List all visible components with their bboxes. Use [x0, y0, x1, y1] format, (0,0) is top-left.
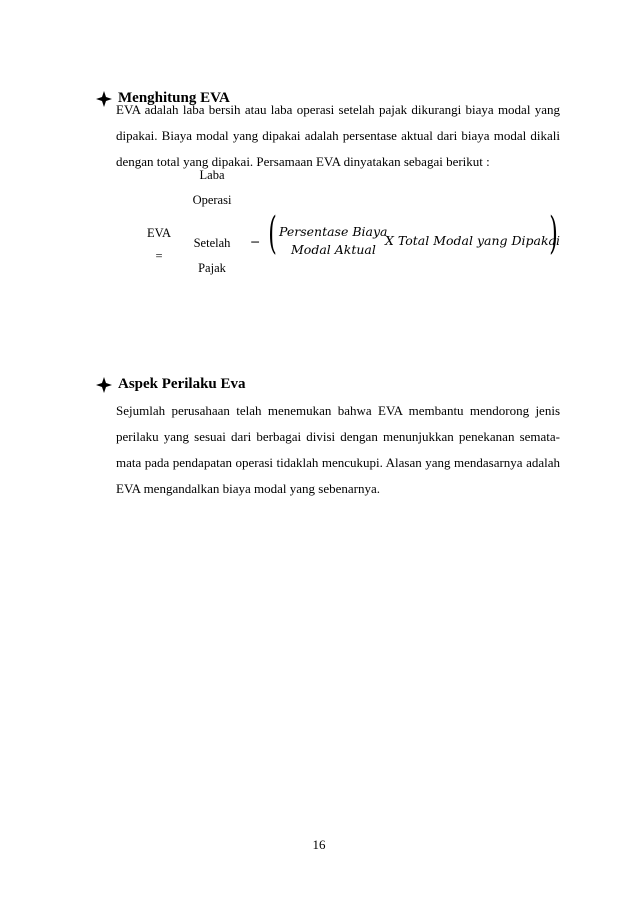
- eq-profit-word: Pajak: [198, 261, 226, 275]
- eq-equals-sign: =: [155, 249, 163, 263]
- paragraph-line: Sejumlah perusahaan telah menemukan bahwa EVA membantu mendorong jenis: [116, 403, 560, 418]
- diamond-bullet-icon: [96, 91, 112, 107]
- left-paren-icon: (: [268, 208, 277, 259]
- eq-profit-word: Setelah: [193, 236, 231, 250]
- heading-text: Menghitung EVA: [118, 90, 230, 106]
- paragraph-line: EVA adalah laba bersih atau laba operasi setelah pajak dikurangi biaya modal yang: [116, 102, 560, 117]
- paragraph-line: mata pada pendapatan operasi tidaklah mencukupi. Alasan yang mendasarnya adalah: [116, 455, 560, 470]
- paragraph-line: dipakai. Biaya modal yang dipakai adalah persentase aktual dari biaya modal dikali: [116, 128, 560, 143]
- paragraph-line: dengan total yang dipakai. Persamaan EVA dinyatakan sebagai berikut :: [116, 154, 490, 169]
- paragraph-line: EVA mengandalkan biaya modal yang sebenarnya.: [116, 481, 381, 496]
- paragraph-line: perilaku yang sesuai dari berbagai divisi dengan menunjukkan penekanan semata-: [116, 429, 560, 444]
- paragraph-menghitung-eva: [116, 97, 560, 175]
- diamond-bullet-icon: [96, 377, 112, 393]
- eq-profit-word: Operasi: [192, 193, 232, 207]
- section-heading-aspek-perilaku: [96, 376, 246, 393]
- paragraph-aspek-perilaku: [116, 398, 560, 502]
- eq-lhs-label: EVA: [146, 226, 172, 240]
- eq-fraction-denominator: Modal Aktual: [291, 242, 376, 257]
- eq-minus-sign: −: [250, 234, 261, 249]
- eq-fraction-numerator: Persentase Biaya: [279, 224, 388, 239]
- page-number: 16: [312, 837, 326, 852]
- eq-profit-word: Laba: [199, 168, 225, 182]
- heading-text: Aspek Perilaku Eva: [118, 376, 246, 392]
- eq-times-term: X Total Modal yang Dipakai: [385, 233, 560, 248]
- right-paren-icon: ): [549, 208, 558, 259]
